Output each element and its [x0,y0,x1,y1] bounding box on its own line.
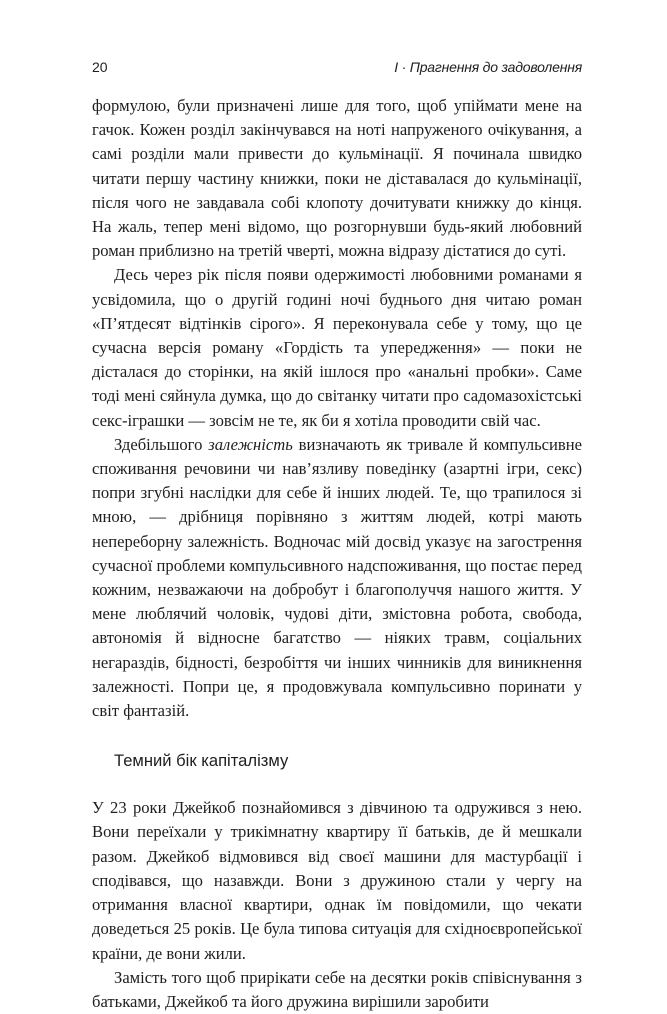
paragraph-text: визначають як тривале й компульсивне споживання речовини чи нав’язливу поведінку (азартні ігри, секс) попри згубні наслідки для себе й інших людей. Те, що трапилося зі мною, — дрібниця порівняно з життям людей, котрі мають непереборну залежність. Водночас мій досвід указує на загострення сучасної проблеми компульсивного надспоживання, що постає перед кожним, незважаючи на добробут і благополуччя нашого життя. У мене люблячий чоловік, чудові діти, змістовна робота, свобода, автономія й відносне багатство — ніяких травм, соціальних негараздів, бідності, безробіття чи інших чинників для виникнення залежності. Попри це, я продовжувала компульсивно поринати у світ фантазій. [92,434,582,721]
running-header [92,56,582,78]
emphasized-term: залежність [208,434,293,454]
page-number: 20 [92,59,108,75]
body-text [92,94,582,1014]
section-heading: Темний бік капіталізму [114,751,289,771]
paragraph: У 23 роки Джейкоб познайомився з дівчиною та одружився з нею. Вони переїхали у трикімнатну квартиру її батьків, де й мешкали разом. Джейкоб відмовився від своєї машини для мастурбації і сподівався, що назавжди. Вони з дружиною стали у чергу на отримання власної квартири, однак їм повідомили, що чекати доведеться 25 років. Це була типова ситуація для східноєвропейської країни, де вони жили. [92,798,582,963]
paragraph: Замість того щоб прирікати себе на десятки років співіснування з батьками, Джейкоб та його дружина вирішили заробити [92,967,582,1011]
paragraph [92,433,582,723]
paragraph-text: Здебільшого [114,434,209,454]
running-title: I · Прагнення до задоволення [394,59,582,75]
paragraph: Десь через рік після появи одержимості любовними романами я усвідомила, що о другій годині ночі буднього дня читаю роман «П’ятдесят відтінків сірого». Я переконувала себе у тому, що це сучасна версія роману «Гордість та упередження» — поки не дісталася до сторінки, на якій ішлося про «анальні пробки». Саме тоді мені сяйнула думка, що до світанку читати про садомазохістські секс-іграшки — зовсім не те, як би я хотіла проводити свій час. [92,265,582,430]
paragraph: формулою, були призначені лише для того, щоб упіймати мене на гачок. Кожен розділ закінчувався на ноті напруженого очікування, а самі розділи мали привести до кульмінації. Я починала швидко читати першу частину книжки, поки не діставалася до кульмінації, після чого не завдавала собі клопоту дочитувати книжку до кінця. На жаль, тепер мені відомо, що розгорнувши будь-який любовний роман приблизно на третій чверті, можна відразу дістатися до суті. [92,96,582,261]
